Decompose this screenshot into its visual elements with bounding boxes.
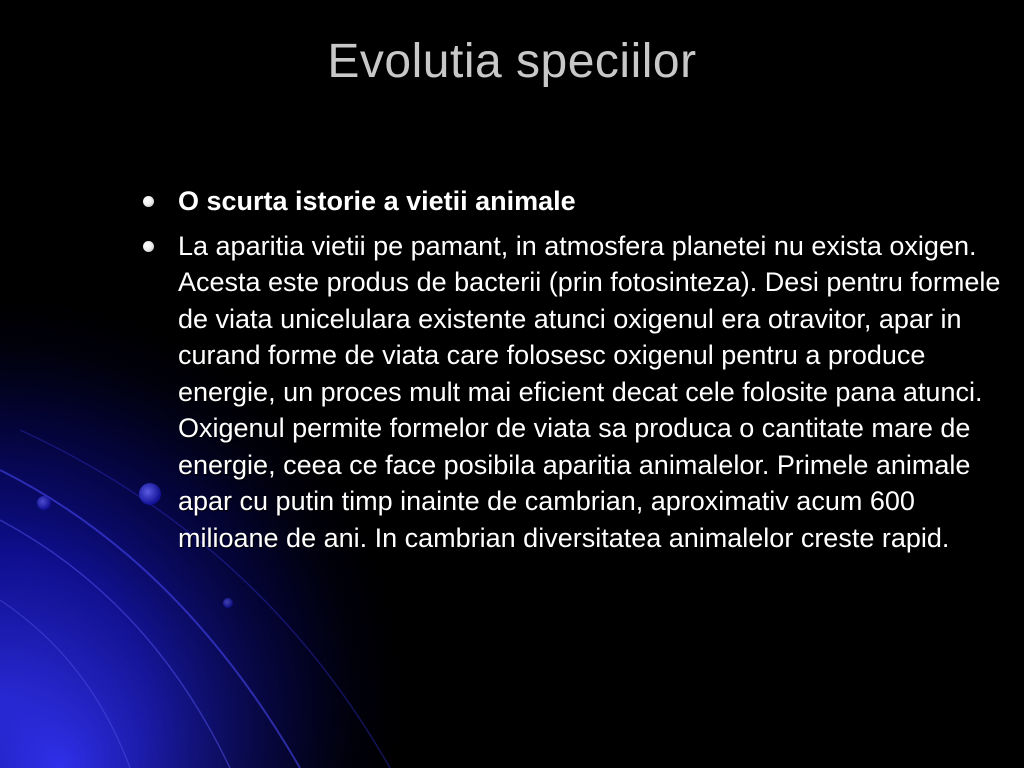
bullet-text: O scurta istorie a vietii animale xyxy=(178,186,576,216)
bullet-item-heading xyxy=(135,183,1015,220)
bullet-dot-icon xyxy=(143,241,154,252)
bullet-list xyxy=(135,183,1015,560)
bullet-dot-icon xyxy=(143,196,154,207)
slide-title: Evolutia speciilor xyxy=(327,35,697,88)
bullet-item-body xyxy=(135,228,1015,557)
bullet-text: La aparitia vietii pe pamant, in atmosfera planetei nu exista oxigen. Acesta este produs de bacterii (prin fotosinteza). Desi pentru formele de viata unicelulara existente atunci oxigenul era otravitor, apar in curand forme de viata care folosesc oxigenul pentru a produce energie, un proces mult mai eficient decat cele folosite pana atunci. Oxigenul permite formelor de viata sa produca o cantitate mare de energie, ceea ce face posibila aparitia animalelor. Primele animale apar cu putin timp inainte de cambrian, aproximativ acum 600 milioane de ani. In cambrian diversitatea animalelor creste rapid. xyxy=(178,230,1001,553)
